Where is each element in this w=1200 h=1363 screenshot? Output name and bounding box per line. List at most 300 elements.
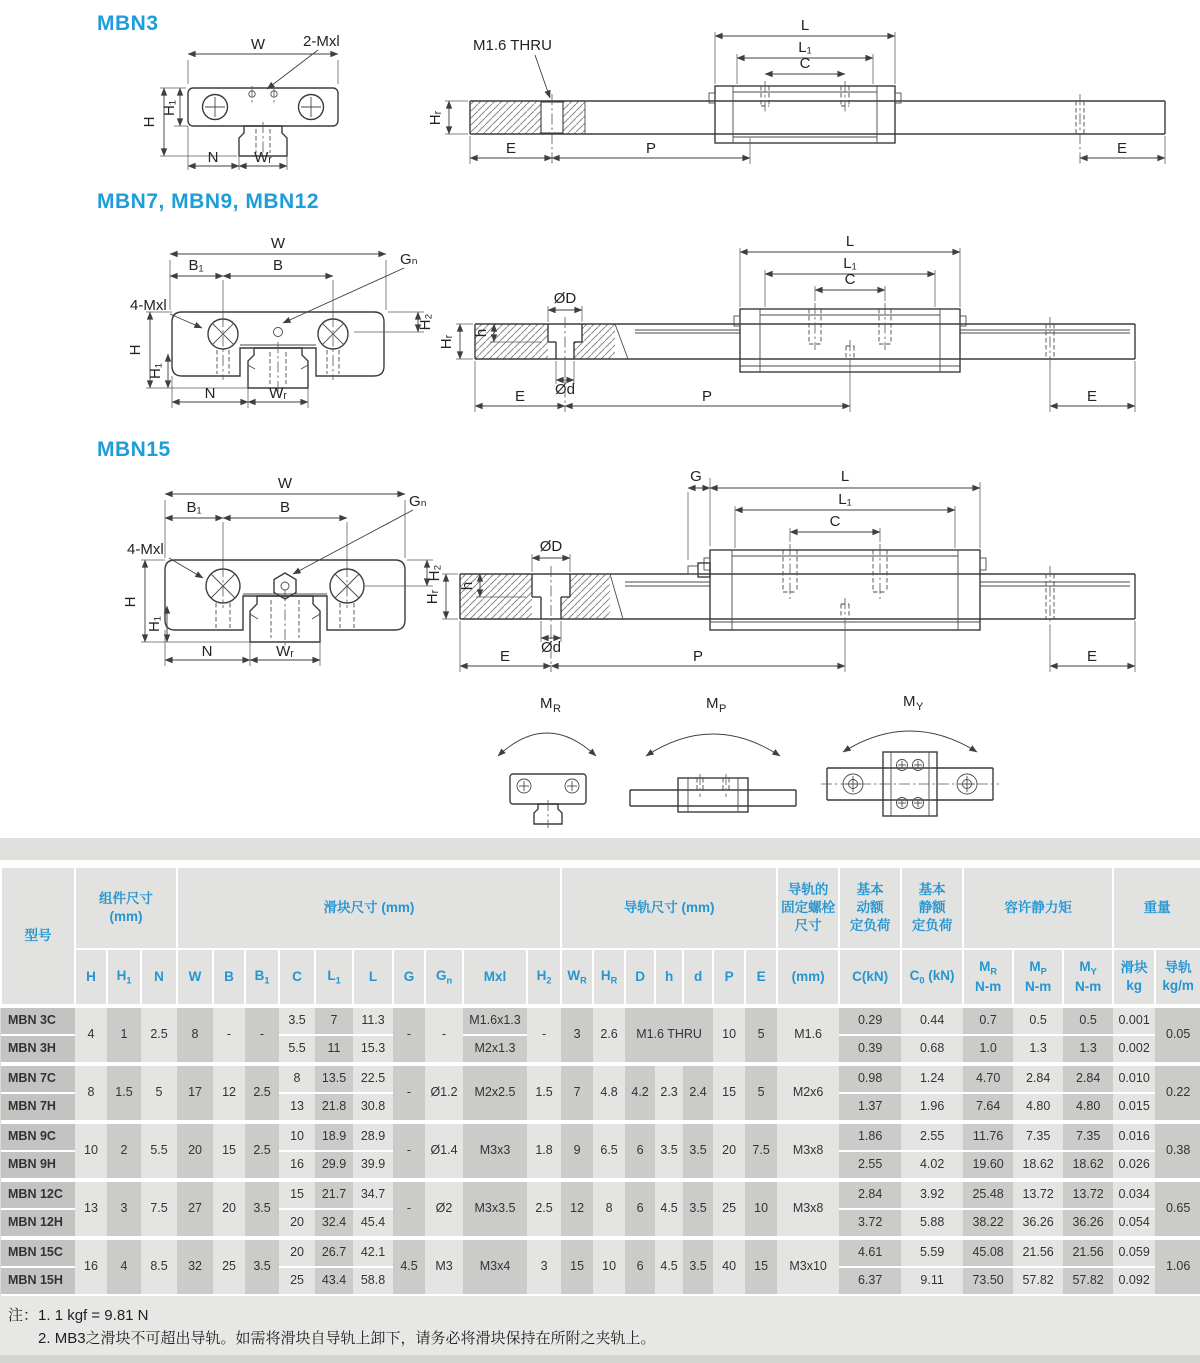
table-cell: 0.39	[839, 1035, 901, 1064]
table-cell: 0.5	[1013, 1006, 1063, 1035]
dim-label-dsmall: Ød	[554, 381, 576, 398]
table-cell: 21.56	[1063, 1238, 1113, 1267]
table-cell: 5	[745, 1006, 777, 1064]
table-cell: 2.55	[901, 1122, 963, 1151]
dim-label-e: E	[514, 388, 526, 405]
table-cell: 15	[213, 1122, 245, 1180]
dim-label-h2: H₂	[426, 564, 443, 582]
dim-label-wr: Wᵣ	[254, 149, 272, 166]
section-title-mbn7912: MBN7, MBN9, MBN12	[97, 190, 320, 213]
table-cell: 0.22	[1155, 1064, 1200, 1122]
dim-label-hr: Hᵣ	[427, 110, 444, 126]
col-header: H	[75, 949, 107, 1006]
table-cell: 10	[593, 1238, 625, 1295]
table-cell: 0.015	[1113, 1093, 1155, 1122]
table-cell: 34.7	[353, 1180, 393, 1209]
dim-label-b: B	[279, 499, 291, 516]
table-cell: -	[527, 1006, 561, 1064]
table-cell: 1.3	[1063, 1035, 1113, 1064]
table-cell: 1.5	[527, 1064, 561, 1122]
spec-table	[0, 866, 1200, 1296]
table-cell: 1	[107, 1006, 141, 1064]
model-cell: MBN 3H	[1, 1035, 75, 1064]
dim-label-b: B	[272, 257, 284, 274]
dim-label-e2: E	[1086, 648, 1098, 665]
moment-mr-diagram	[480, 692, 615, 832]
table-cell: 39.9	[353, 1151, 393, 1180]
col-header: N	[141, 949, 177, 1006]
dim-label-l: L	[840, 468, 850, 485]
table-cell: 0.5	[1063, 1006, 1113, 1035]
mbn7912-cross-section	[128, 224, 438, 414]
table-cell: 2.84	[1063, 1064, 1113, 1093]
table-cell: 2.5	[141, 1006, 177, 1064]
table-cell: -	[393, 1064, 425, 1122]
table-cell: 0.001	[1113, 1006, 1155, 1035]
table-cell: 15	[713, 1064, 745, 1122]
table-cell: 21.8	[315, 1093, 353, 1122]
table-cell: 0.29	[839, 1006, 901, 1035]
table-cell: 3	[527, 1238, 561, 1295]
dim-label-p: P	[701, 388, 713, 405]
table-cell: 2.84	[839, 1180, 901, 1209]
table-cell: 13.72	[1013, 1180, 1063, 1209]
table-cell: 38.22	[963, 1209, 1013, 1238]
label-my: M	[903, 693, 916, 710]
table-cell: 13	[75, 1180, 107, 1238]
table-cell: 20	[279, 1209, 315, 1238]
model-cell: MBN 12C	[1, 1180, 75, 1209]
table-cell: 32	[177, 1238, 213, 1295]
table-cell: 0.016	[1113, 1122, 1155, 1151]
model-cell: MBN 12H	[1, 1209, 75, 1238]
dim-label-wr: Wᵣ	[269, 385, 287, 402]
table-cell: 25	[279, 1267, 315, 1295]
mbn15-side-view	[420, 452, 1160, 684]
table-cell: 6	[625, 1238, 655, 1295]
dim-label-c: C	[799, 55, 811, 72]
dim-label-n: N	[207, 149, 219, 166]
table-cell: -	[393, 1180, 425, 1238]
dim-label-screw: 2-Mxl	[303, 33, 340, 50]
table-cell: 4.80	[1063, 1093, 1113, 1122]
table-cell: 0.026	[1113, 1151, 1155, 1180]
table-cell: 2.3	[655, 1064, 683, 1122]
table-cell: 57.82	[1063, 1267, 1113, 1295]
table-cell: 20	[713, 1122, 745, 1180]
table-cell: M3x8	[777, 1180, 839, 1238]
table-cell: 3	[107, 1180, 141, 1238]
col-group-header: 基本 静额 定负荷	[901, 867, 963, 949]
table-cell: 26.7	[315, 1238, 353, 1267]
table-cell: 4.80	[1013, 1093, 1063, 1122]
table-cell: 10	[745, 1180, 777, 1238]
dim-label-dsmall: Ød	[540, 639, 562, 656]
dim-label-e: E	[505, 140, 517, 157]
col-header: $L_1$	[315, 949, 353, 1006]
col-header: D	[625, 949, 655, 1006]
table-cell: 4	[107, 1238, 141, 1295]
dim-label-wr: Wᵣ	[276, 643, 294, 660]
table-cell: 0.38	[1155, 1122, 1200, 1180]
table-cell: 2.84	[1013, 1064, 1063, 1093]
col-header: d	[683, 949, 713, 1006]
dim-label-h: H	[141, 116, 158, 128]
dim-label-l: L	[845, 233, 855, 250]
table-cell: 3.5	[245, 1180, 279, 1238]
dim-label-w: W	[270, 235, 286, 252]
label-mp-sub: P	[719, 703, 727, 715]
col-header: $G_n$	[425, 949, 463, 1006]
col-header: $M_Y$ N-m	[1063, 949, 1113, 1006]
dim-label-gn: Gₙ	[409, 493, 427, 510]
table-cell: 29.9	[315, 1151, 353, 1180]
spec-table-header	[1, 867, 1200, 1006]
col-header: 滑块 kg	[1113, 949, 1155, 1006]
table-cell: 20	[213, 1180, 245, 1238]
col-header: $C_0$ (kN)	[901, 949, 963, 1006]
table-cell: 4.5	[655, 1238, 683, 1295]
col-header: $H_1$	[107, 949, 141, 1006]
dim-label-h1: H₁	[147, 363, 164, 379]
table-cell: M1.6 THRU	[625, 1006, 713, 1064]
table-cell: 13.5	[315, 1064, 353, 1093]
table-cell: M2x6	[777, 1064, 839, 1122]
table-cell: 6.5	[593, 1122, 625, 1180]
dim-label-dd: ØD	[539, 538, 563, 555]
col-header: E	[745, 949, 777, 1006]
col-header-model: 型号	[1, 867, 75, 1006]
table-cell: M3x3	[463, 1122, 527, 1180]
table-cell: 1.24	[901, 1064, 963, 1093]
mbn15-cross-section	[122, 462, 447, 690]
table-cell: 40	[713, 1238, 745, 1295]
col-header: L	[353, 949, 393, 1006]
col-header: $B_1$	[245, 949, 279, 1006]
col-header: P	[713, 949, 745, 1006]
table-row	[1, 1238, 1200, 1267]
table-cell: 22.5	[353, 1064, 393, 1093]
table-cell: 8.5	[141, 1238, 177, 1295]
table-cell: 16	[75, 1238, 107, 1295]
model-cell: MBN 15C	[1, 1238, 75, 1267]
dim-label-p: P	[692, 648, 704, 665]
col-header: Mxl	[463, 949, 527, 1006]
table-cell: 19.60	[963, 1151, 1013, 1180]
table-cell: M3x3.5	[463, 1180, 527, 1238]
col-header: h	[655, 949, 683, 1006]
table-cell: 3.72	[839, 1209, 901, 1238]
col-group-header: 重量	[1113, 867, 1200, 949]
table-cell: M3x10	[777, 1238, 839, 1295]
dim-label-l: L	[800, 17, 810, 34]
table-cell: 36.26	[1063, 1209, 1113, 1238]
label-my-sub: Y	[916, 701, 924, 713]
table-cell: 13.72	[1063, 1180, 1113, 1209]
table-cell: 10	[279, 1122, 315, 1151]
section-title-mbn3: MBN3	[97, 12, 159, 35]
bottom-band	[0, 1355, 1200, 1363]
table-cell: 16	[279, 1151, 315, 1180]
label-mr: M	[540, 695, 553, 712]
table-cell: M3	[425, 1238, 463, 1295]
dim-label-hsmall: h	[473, 328, 490, 338]
mbn3-cross-section	[140, 34, 375, 186]
dim-label-hr: Hᵣ	[438, 334, 455, 350]
table-cell: 3.5	[655, 1122, 683, 1180]
table-cell: 11.76	[963, 1122, 1013, 1151]
table-row	[1, 1064, 1200, 1093]
col-header: C	[279, 949, 315, 1006]
table-cell: 0.05	[1155, 1006, 1200, 1064]
col-header: (mm)	[777, 949, 839, 1006]
dim-label-g: G	[690, 468, 702, 485]
table-cell: 25	[713, 1180, 745, 1238]
dim-label-l1: L₁	[838, 491, 852, 508]
table-zone	[0, 838, 1200, 1363]
table-cell: 7.5	[745, 1122, 777, 1180]
col-group-header: 基本 动额 定负荷	[839, 867, 901, 949]
table-cell: 2.5	[245, 1122, 279, 1180]
table-cell: 8	[177, 1006, 213, 1064]
col-header: W	[177, 949, 213, 1006]
col-header: B	[213, 949, 245, 1006]
dim-label-h1: H₁	[146, 616, 163, 632]
table-cell: 3	[561, 1006, 593, 1064]
table-cell: 25.48	[963, 1180, 1013, 1209]
table-cell: 5.88	[901, 1209, 963, 1238]
table-cell: 12	[561, 1180, 593, 1238]
table-cell: M1.6x1.3	[463, 1006, 527, 1035]
dim-label-c: C	[829, 513, 841, 530]
table-cell: 5	[745, 1064, 777, 1122]
col-header: $W_R$	[561, 949, 593, 1006]
dim-label-l1: L₁	[798, 39, 812, 56]
table-cell: 27	[177, 1180, 213, 1238]
dim-label-h: H	[122, 596, 139, 608]
table-cell: 4.5	[393, 1238, 425, 1295]
note-prefix: 注：	[8, 1307, 39, 1324]
table-cell: 45.4	[353, 1209, 393, 1238]
col-header: $M_R$ N-m	[963, 949, 1013, 1006]
table-cell: Ø1.4	[425, 1122, 463, 1180]
table-cell: 21.56	[1013, 1238, 1063, 1267]
table-row	[1, 1180, 1200, 1209]
table-cell: 57.82	[1013, 1267, 1063, 1295]
label-mp: M	[706, 695, 719, 712]
table-cell: M1.6	[777, 1006, 839, 1064]
table-cell: 15.3	[353, 1035, 393, 1064]
table-cell: 3.92	[901, 1180, 963, 1209]
dim-label-e2: E	[1086, 388, 1098, 405]
table-cell: 7.5	[141, 1180, 177, 1238]
table-cell: 8	[279, 1064, 315, 1093]
table-cell: 6.37	[839, 1267, 901, 1295]
dim-label-h2: H₂	[417, 313, 434, 331]
note-line-2: 2. MB3之滑块不可超出导轨。如需将滑块自导轨上卸下，请务必将滑块保持在所附之夹轨上。	[38, 1330, 656, 1348]
table-cell: M2x1.3	[463, 1035, 527, 1064]
table-cell: 15	[745, 1238, 777, 1295]
table-cell: 32.4	[315, 1209, 353, 1238]
table-cell: 17	[177, 1064, 213, 1122]
dim-label-p: P	[645, 140, 657, 157]
table-cell: 6	[625, 1180, 655, 1238]
table-cell: 1.06	[1155, 1238, 1200, 1295]
label-mr-sub: R	[553, 703, 561, 715]
table-cell: 2.55	[839, 1151, 901, 1180]
table-cell: 20	[279, 1238, 315, 1267]
dim-label-l1: L₁	[843, 255, 857, 272]
table-cell: 3.5	[683, 1238, 713, 1295]
moment-my-diagram	[815, 690, 1005, 835]
model-cell: MBN 9C	[1, 1122, 75, 1151]
table-cell: 1.0	[963, 1035, 1013, 1064]
table-cell: 0.65	[1155, 1180, 1200, 1238]
table-cell: 12	[213, 1064, 245, 1122]
table-cell: 0.054	[1113, 1209, 1155, 1238]
table-cell: 10	[713, 1006, 745, 1064]
table-cell: 36.26	[1013, 1209, 1063, 1238]
dim-label-gn: Gₙ	[400, 251, 418, 268]
mbn7912-side-view	[430, 222, 1160, 414]
table-cell: 4.2	[625, 1064, 655, 1122]
table-cell: Ø1.2	[425, 1064, 463, 1122]
table-cell: 25	[213, 1238, 245, 1295]
notes	[0, 1296, 1200, 1355]
table-cell: 8	[75, 1064, 107, 1122]
table-cell: 0.034	[1113, 1180, 1155, 1209]
table-cell: 20	[177, 1122, 213, 1180]
table-cell: 5	[141, 1064, 177, 1122]
col-header: G	[393, 949, 425, 1006]
model-cell: MBN 7C	[1, 1064, 75, 1093]
table-cell: 43.4	[315, 1267, 353, 1295]
table-cell: 7.35	[1013, 1122, 1063, 1151]
table-cell: 18.62	[1013, 1151, 1063, 1180]
dim-label-h: H	[127, 344, 144, 356]
model-cell: MBN 3C	[1, 1006, 75, 1035]
table-cell: 3.5	[683, 1122, 713, 1180]
model-cell: MBN 7H	[1, 1093, 75, 1122]
table-cell: 28.9	[353, 1122, 393, 1151]
table-cell: 6	[625, 1122, 655, 1180]
table-cell: 13	[279, 1093, 315, 1122]
mbn3-side-view	[415, 6, 1185, 174]
dim-label-w: W	[250, 36, 266, 53]
table-cell: 7	[315, 1006, 353, 1035]
label-thru: M1.6 THRU	[473, 37, 552, 54]
table-cell: 45.08	[963, 1238, 1013, 1267]
table-cell: -	[213, 1006, 245, 1064]
model-cell: MBN 15H	[1, 1267, 75, 1295]
table-cell: 4.61	[839, 1238, 901, 1267]
table-cell: -	[425, 1006, 463, 1064]
dim-label-e: E	[499, 648, 511, 665]
table-cell: 3.5	[683, 1180, 713, 1238]
table-cell: 1.5	[107, 1064, 141, 1122]
table-cell: 0.010	[1113, 1064, 1155, 1093]
dim-label-screw: 4-Mxl	[127, 541, 164, 558]
table-cell: Ø2	[425, 1180, 463, 1238]
col-header: C(kN)	[839, 949, 901, 1006]
model-cell: MBN 9H	[1, 1151, 75, 1180]
table-cell: 10	[75, 1122, 107, 1180]
table-cell: 0.44	[901, 1006, 963, 1035]
table-cell: 1.8	[527, 1122, 561, 1180]
note-line-1: 1. 1 kgf = 9.81 N	[38, 1307, 149, 1324]
col-group-header: 滑块尺寸 (mm)	[177, 867, 561, 949]
col-group-header: 导轨尺寸 (mm)	[561, 867, 777, 949]
table-cell: 8	[593, 1180, 625, 1238]
col-header: 导轨 kg/m	[1155, 949, 1200, 1006]
table-cell: 7.35	[1063, 1122, 1113, 1151]
table-cell: 9.11	[901, 1267, 963, 1295]
section-title-mbn15: MBN15	[97, 438, 171, 461]
table-cell: 9	[561, 1122, 593, 1180]
table-cell: 42.1	[353, 1238, 393, 1267]
table-cell: 5.59	[901, 1238, 963, 1267]
dim-label-b1: B₁	[186, 499, 202, 516]
col-group-header: 组件尺寸 (mm)	[75, 867, 177, 949]
table-cell: 2.5	[245, 1064, 279, 1122]
table-cell: 4.5	[655, 1180, 683, 1238]
dim-label-h1: H₁	[161, 100, 178, 116]
table-cell: 3.5	[279, 1006, 315, 1035]
table-cell: 4.70	[963, 1064, 1013, 1093]
table-cell: 15	[279, 1180, 315, 1209]
dim-label-e2: E	[1116, 140, 1128, 157]
table-cell: 2.6	[593, 1006, 625, 1064]
table-cell: 0.98	[839, 1064, 901, 1093]
table-cell: 4.8	[593, 1064, 625, 1122]
table-cell: 0.002	[1113, 1035, 1155, 1064]
table-cell: M2x2.5	[463, 1064, 527, 1122]
table-cell: -	[393, 1122, 425, 1180]
table-cap-band	[0, 838, 1200, 866]
dim-label-n: N	[204, 385, 216, 402]
table-cell: 1.96	[901, 1093, 963, 1122]
table-cell: 2.5	[527, 1180, 561, 1238]
col-header: $H_R$	[593, 949, 625, 1006]
table-cell: 1.3	[1013, 1035, 1063, 1064]
table-cell: -	[393, 1006, 425, 1064]
table-cell: 0.68	[901, 1035, 963, 1064]
table-row	[1, 1006, 1200, 1035]
table-cell: 4	[75, 1006, 107, 1064]
dim-label-hsmall: h	[459, 581, 476, 591]
table-cell: 15	[561, 1238, 593, 1295]
table-cell: 1.37	[839, 1093, 901, 1122]
table-cell: 7	[561, 1064, 593, 1122]
table-cell: 5.5	[141, 1122, 177, 1180]
dim-label-screw: 4-Mxl	[130, 297, 167, 314]
table-cell: 58.8	[353, 1267, 393, 1295]
table-cell: 0.7	[963, 1006, 1013, 1035]
table-cell: 0.092	[1113, 1267, 1155, 1295]
moment-mp-diagram	[618, 692, 808, 832]
dim-label-b1: B₁	[188, 257, 204, 274]
col-group-header: 容许静力矩	[963, 867, 1113, 949]
table-cell: 73.50	[963, 1267, 1013, 1295]
table-cell: 1.86	[839, 1122, 901, 1151]
table-cell: 11	[315, 1035, 353, 1064]
dim-label-w: W	[277, 475, 293, 492]
table-cell: 5.5	[279, 1035, 315, 1064]
table-row	[1, 1122, 1200, 1151]
table-cell: 21.7	[315, 1180, 353, 1209]
table-cell: 7.64	[963, 1093, 1013, 1122]
table-cell: 11.3	[353, 1006, 393, 1035]
